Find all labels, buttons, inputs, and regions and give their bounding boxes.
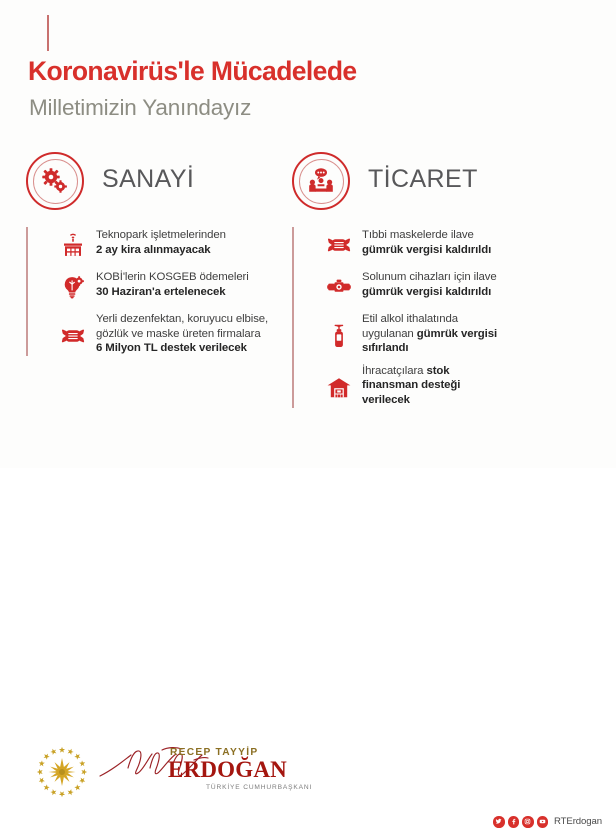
people-chat-icon <box>292 152 350 210</box>
president-name-first: RECEP TAYYİP <box>170 747 259 758</box>
president-name-block <box>168 748 313 791</box>
twitter-icon[interactable] <box>493 816 505 828</box>
list-item <box>56 311 301 356</box>
instagram-icon[interactable] <box>522 816 534 828</box>
page-title: Koronavirüs'le Mücadelede <box>28 56 357 86</box>
list-item-text: İhracatçılara stok finansman desteği verilecek <box>362 364 461 406</box>
list-item-text: Teknopark işletmelerinden 2 ay kira alınmayacak <box>96 229 226 256</box>
list-item <box>56 269 301 304</box>
facebook-icon[interactable] <box>508 816 520 828</box>
factory-building-icon <box>56 228 90 262</box>
lightbulb-gear-icon <box>56 270 90 304</box>
ventilator-icon <box>322 270 356 304</box>
list-item <box>322 269 592 304</box>
column-header-ticaret <box>292 152 592 214</box>
spray-bottle-icon <box>322 319 356 353</box>
social-handle: RTErdogan <box>554 815 602 827</box>
column-header-sanayi <box>26 152 301 214</box>
list-item-text: Etil alkol ithalatında uygulanan gümrük vergisi sıfırlandı <box>362 313 498 355</box>
title-accent-bar <box>47 15 49 51</box>
list-item-text: Solunum cihazları için ilave gümrük vergisi kaldırıldı <box>362 271 497 298</box>
face-mask-icon <box>322 228 356 262</box>
list-item <box>322 311 592 356</box>
list-item-text: Yerli dezenfektan, koruyucu elbise, gözlük ve maske üreten firmalara 6 Milyon TL destek verilecek <box>96 313 269 355</box>
president-name-last: ERDOĞAN <box>168 757 287 783</box>
footer <box>0 370 616 827</box>
list-item-text: KOBİ'lerin KOSGEB ödemeleri 30 Haziran'a ertelenecek <box>96 271 249 298</box>
list-item-text: Tıbbi maskelerde ilave gümrük vergisi kaldırıldı <box>362 229 492 256</box>
list-item <box>56 227 301 262</box>
president-role: TÜRKİYE CUMHURBAŞKANI <box>206 783 313 791</box>
column-title-ticaret: TİCARET <box>368 165 478 193</box>
column-sanayi <box>26 152 301 363</box>
presidential-seal-icon <box>36 746 88 798</box>
face-mask-icon <box>56 319 90 353</box>
youtube-icon[interactable] <box>537 816 549 828</box>
social-bar <box>493 816 602 828</box>
list-item <box>322 227 592 262</box>
page-subtitle: Milletimizin Yanındayız <box>29 95 252 120</box>
item-list-sanayi <box>26 227 301 356</box>
column-title-sanayi: SANAYİ <box>102 165 195 193</box>
gears-icon <box>26 152 84 210</box>
